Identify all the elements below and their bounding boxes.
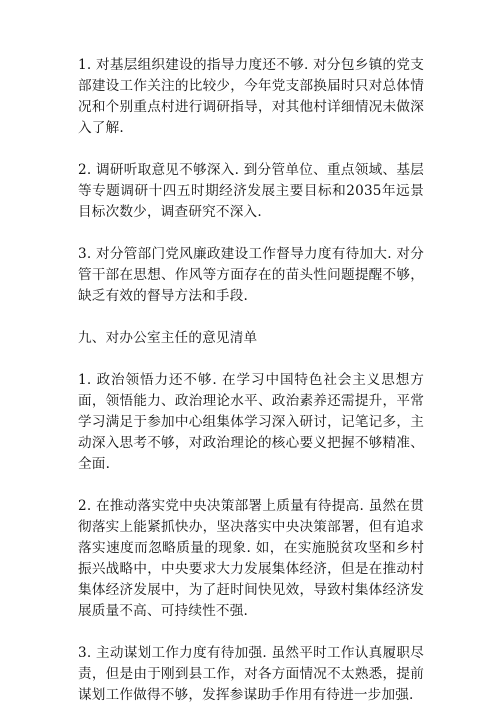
section-heading: 九、对办公室主任的意见清单 [78,330,258,346]
paragraph-3: 3. 对分管部门党风廉政建设工作督导力度有待加大. 对分管干部在思想、作风等方面存在的苗头性问题提醒不够，缺乏有效的督导方法和手段. [78,246,424,304]
document-page [78,55,424,727]
section-paragraph-2: 2. 在推动落实党中央决策部署上质量有待提高. 虽然在贯彻落实上能紧抓快办，坚决落实中央决策部署，但有追求落实速度而忽略质量的现象. 如，在实施脱贫攻坚和乡村振兴战略中，中央要求大力发展集体经济，但是在推动村集体经济发展中，为了赶时间快见效，导致村集体经济发展质量不高、可持续性不强. [78,498,424,619]
paragraph-1: 1. 对基层组织建设的指导力度还不够. 对分包乡镇的党支部建设工作关注的比较少，今年党支部换届时只对总体情况和个别重点村进行调研指导，对其他村详细情况未做深入了解. [78,57,424,136]
section-paragraph-3: 3. 主动谋划工作力度有待加强. 虽然平时工作认真履职尽责，但是由于刚到县工作，对各方面情况不太熟悉，提前谋划工作做得不够，发挥参谋助手作用有待进一步加强. [78,645,424,703]
paragraph-2: 2. 调研听取意见不够深入. 到分管单位、重点领域、基层等专题调研十四五时期经济发展主要目标和2035年远景目标次数少，调查研究不深入. [78,162,424,220]
section-paragraph-1: 1. 政治领悟力还不够. 在学习中国特色社会主义思想方面，领悟能力、政治理论水平、政治素养还需提升，平常学习满足于参加中心组集体学习深入研讨，记笔记多，主动深入思考不够，对政治理论的核心要义把握不够精准、全面. [78,372,424,472]
